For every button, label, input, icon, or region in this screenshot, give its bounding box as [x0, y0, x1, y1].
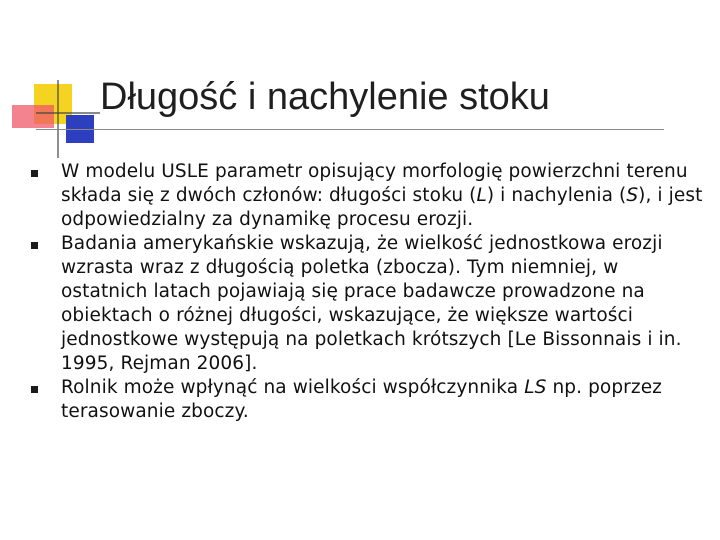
bullet-text: Badania amerykańskie wskazują, że wielkość jednostkowa erozji wzrasta wraz z długością poletka (zbocza). Tym niemniej, w ostatnich latach pojawiają się prace badawcze prowadzone na obiektach o różnej długości, wskazujące, że większe wartości jednostkowe występują na poletkach krótszych [Le Bissonnais i in. 1995, Rejman 2006]. — [61, 233, 682, 374]
bullet-list — [30, 160, 705, 424]
bullet-italic-text: S — [626, 185, 639, 206]
logo-red-block — [12, 105, 54, 128]
bullet-square-icon — [31, 170, 38, 177]
bullet-text: W modelu USLE parametr opisujący morfologię powierzchni terenu składa się z dwóch członów: długości stoku ( — [61, 161, 688, 206]
bullet-item — [30, 160, 705, 232]
slide-title: Długość i nachylenie stoku — [100, 76, 550, 118]
title-divider — [36, 129, 664, 130]
bullet-item — [30, 232, 705, 376]
bullet-italic-text: L — [476, 185, 487, 206]
decorative-logo — [0, 0, 110, 160]
bullet-square-icon — [31, 242, 38, 249]
bullet-italic-text: LS — [524, 377, 547, 398]
bullet-text: Rolnik może wpłynąć na wielkości współczynnika — [61, 377, 525, 398]
bullet-text: ) i nachylenia ( — [486, 185, 627, 206]
bullet-item — [30, 376, 705, 424]
bullet-text: ), i jest odpowiedzialny za dynamikę procesu erozji. — [61, 185, 703, 230]
logo-blocks — [12, 80, 100, 158]
bullet-text: np. poprzez terasowanie zboczy. — [61, 377, 662, 422]
bullet-square-icon — [31, 386, 38, 393]
